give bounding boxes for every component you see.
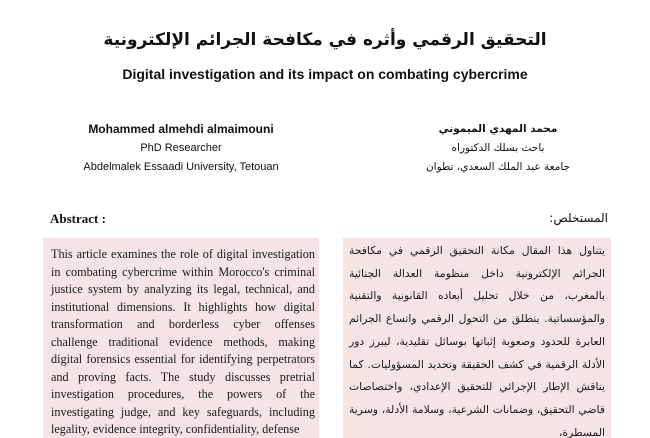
author-affiliation-arabic: جامعة عبد الملك السعدي، تطوان <box>425 161 571 173</box>
abstract-heading-english: Abstract : <box>50 211 106 226</box>
author-block-arabic <box>388 120 608 177</box>
author-affiliation-english: Abdelmalek Essaadi University, Tetouan <box>83 161 279 173</box>
author-name-english: Mohammed almehdi almaimouni <box>88 122 274 136</box>
abstract-heading-arabic: المستخلص: <box>549 211 608 225</box>
abstract-text-english: This article examines the role of digital investigation in combating cybercrime within Morocco's criminal justice system by analyzing its legal, technical, and institutional dimensions. It highlights how digital transformation and borderless cyber offenses challenge traditional evidence methods, making digital forensics essential for identifying perpetrators and proving facts. The study discusses pretrial investigation procedures, the powers of the investigating judge, and key safeguards, including legality, evidence integrity, confidentiality, defense <box>51 247 315 436</box>
author-role-arabic: باحث بسلك الدكتوراه <box>451 142 545 154</box>
abstract-text-arabic: يتناول هذا المقال مكانة التحقيق الرقمي في مكافحة الجرائم الإلكترونية داخل منظومة العدالة الجنائية بالمغرب، من خلال تحليل أبعاده القانونية والتقنية والمؤسساتية. ينطلق من التحول الرقمي واتساع الجرائم العابرة للحدود وصعوبة إثباتها بوسائل تقليدية، ليبرز دور الأدلة الرقمية في كشف الحقيقة وتحديد المسؤوليات. كما يناقش الإطار الإجرائي للتحقيق الإعدادي، واختصاصات قاضي التحقيق، وضمانات الشرعية، وسلامة الأدلة، وسرية المسطرة، <box>349 244 605 438</box>
author-role-english: PhD Researcher <box>140 142 222 154</box>
author-block-english <box>72 120 290 177</box>
author-name-arabic: محمد المهدي الميموني <box>438 123 558 135</box>
arabic-title: التحقيق الرقمي وأثره في مكافحة الجرائم الإلكترونية <box>103 30 547 50</box>
english-title: Digital investigation and its impact on combating cybercrime <box>122 66 528 82</box>
abstract-box-arabic <box>343 238 611 438</box>
abstract-box-english <box>43 238 319 438</box>
